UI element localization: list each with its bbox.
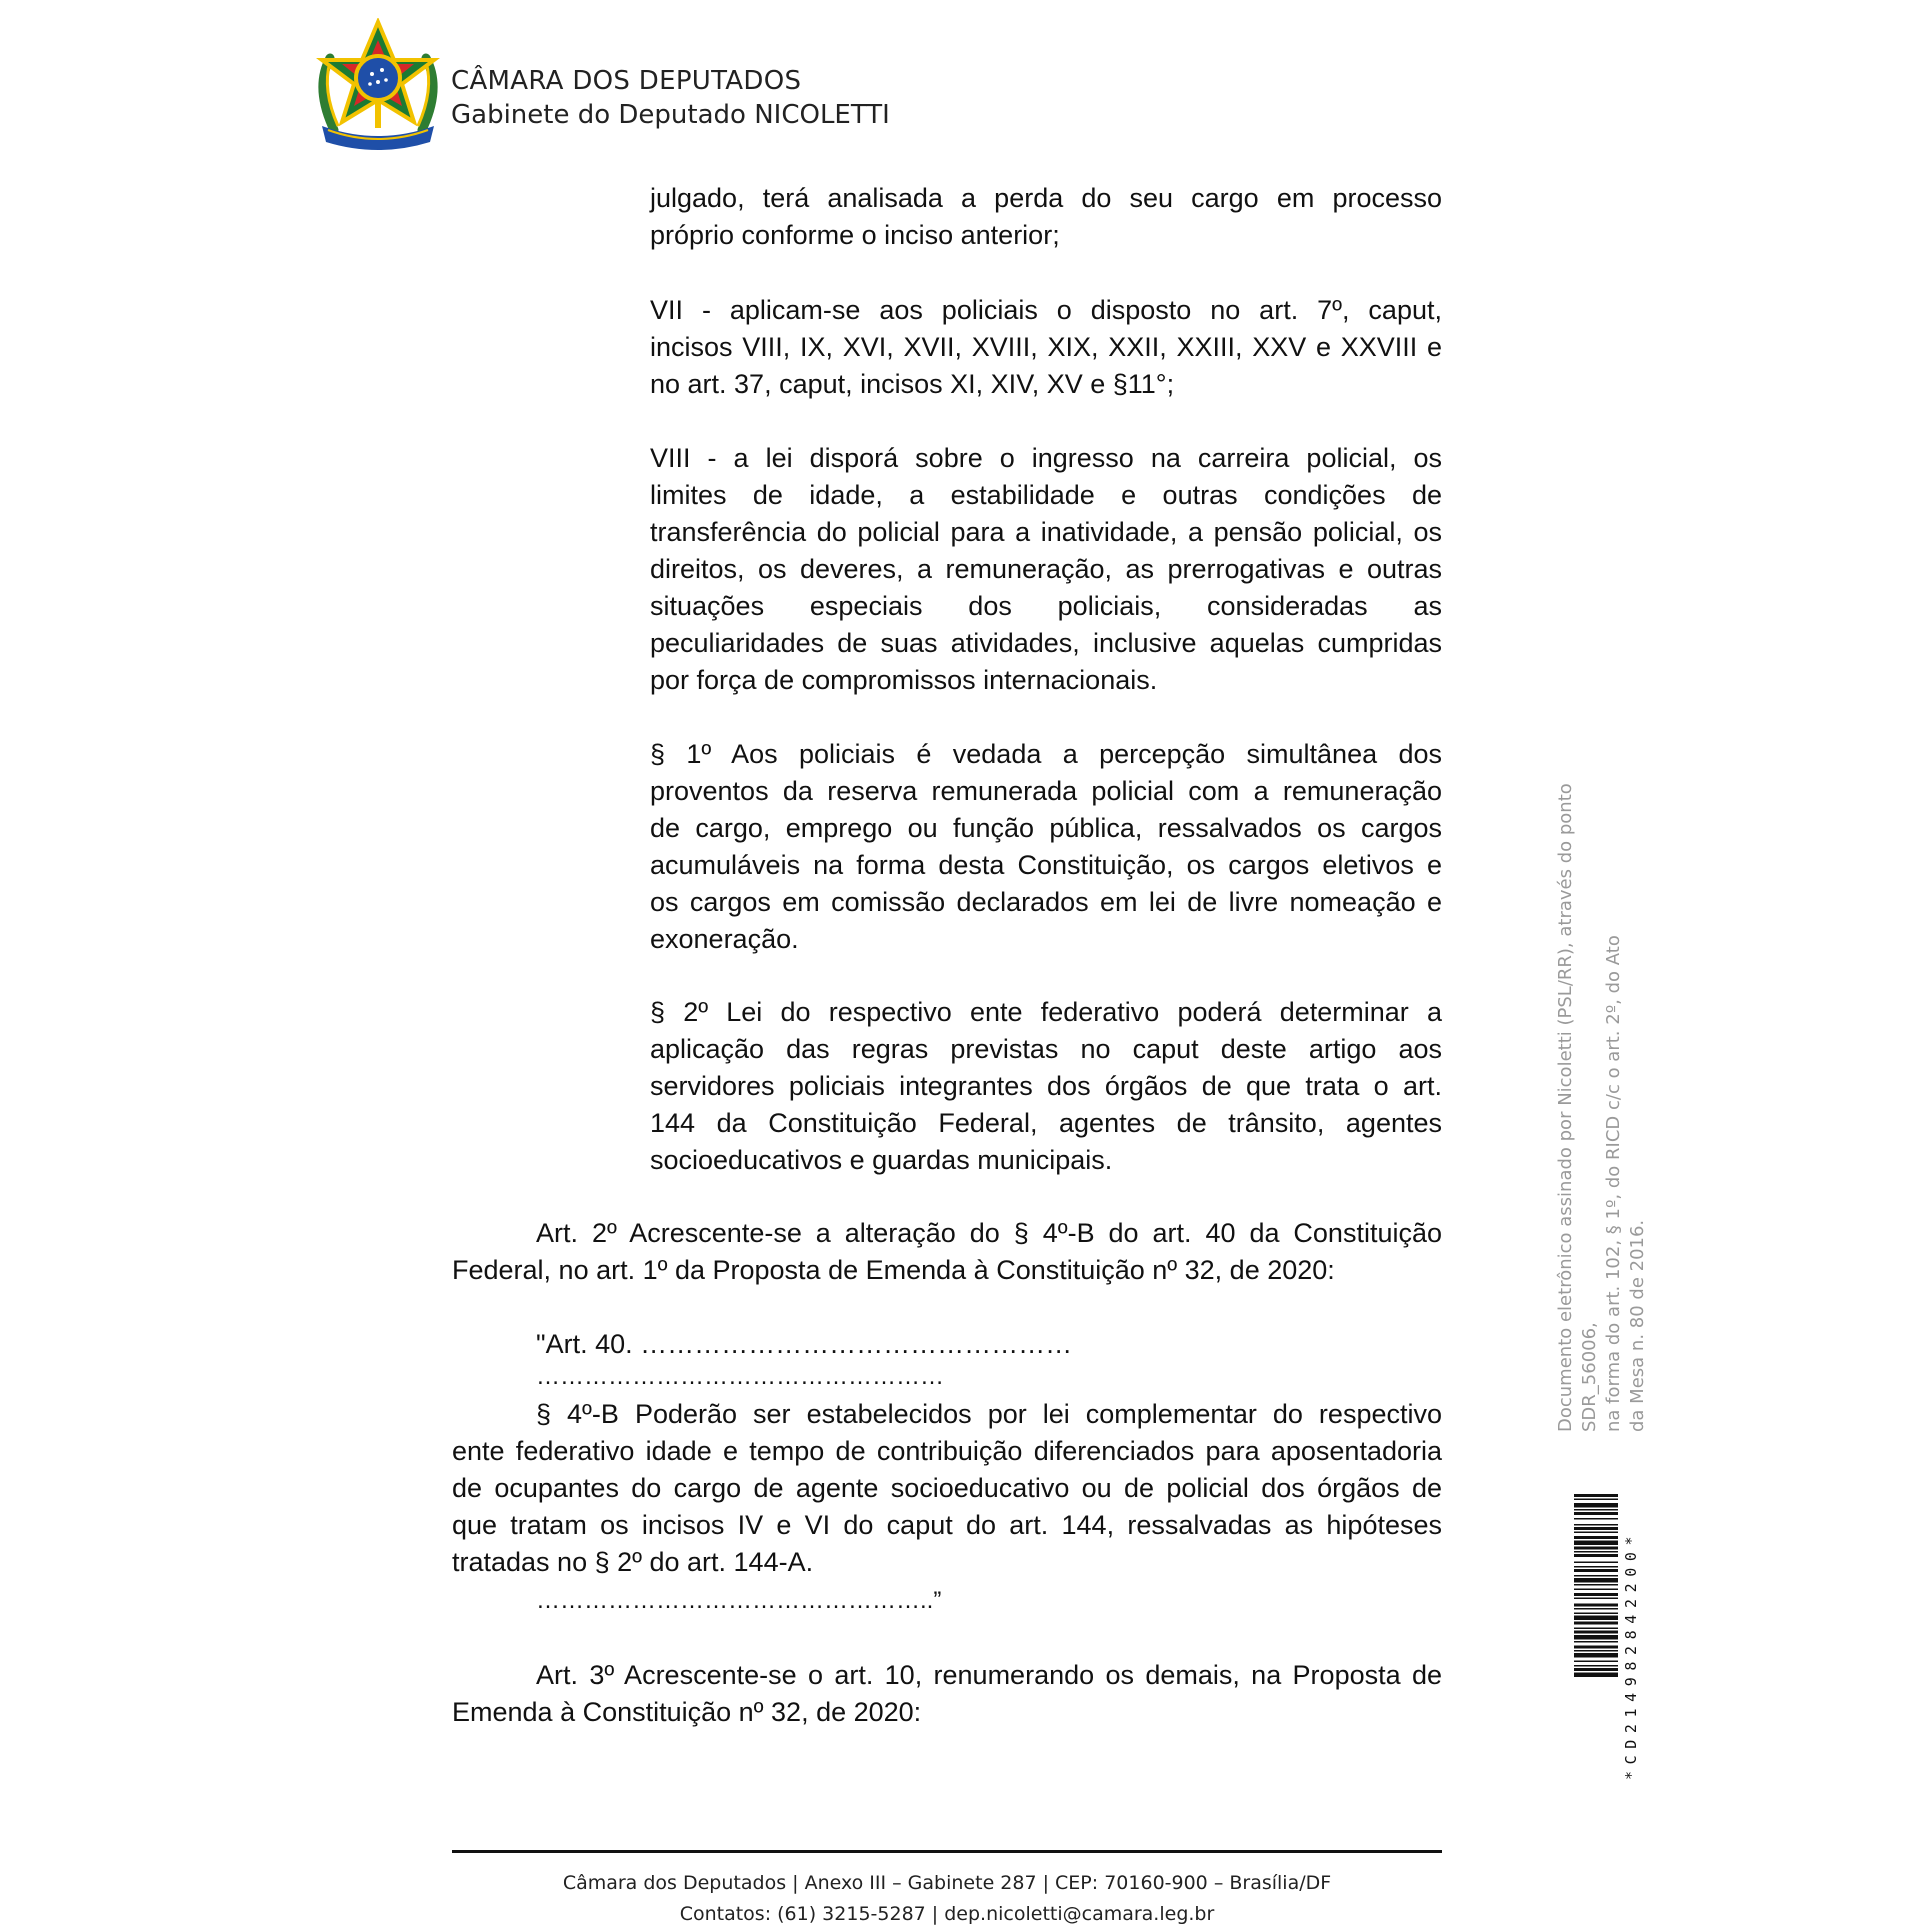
text-line: julgado, terá analisada a perda do seu cargo em processo [650, 183, 1442, 213]
text-line: no art. 37, caput, incisos XI, XIV, XV e §11°; [650, 369, 1175, 399]
text-line: "Art. 40. ………………………………………… [536, 1329, 1073, 1359]
footer-address: Câmara dos Deputados | Anexo III – Gabinete 287 | CEP: 70160-900 – Brasília/DF [562, 1872, 1332, 1894]
barcode-bar [1574, 1631, 1618, 1634]
barcode-bar [1574, 1665, 1618, 1667]
text-line: …………………………………………..” [536, 1587, 942, 1614]
text-line: de cargo, emprego ou função pública, ressalvados os cargos [650, 813, 1442, 843]
text-line: exoneração. [650, 924, 799, 954]
text-line: Federal, no art. 1º da Proposta de Emenda à Constituição nº 32, de 2020: [452, 1255, 1335, 1285]
text-line: VIII - a lei disporá sobre o ingresso na carreira policial, os [650, 443, 1442, 473]
barcode-bar [1574, 1593, 1618, 1596]
barcode-bar [1574, 1541, 1618, 1546]
barcode-bar [1574, 1524, 1618, 1526]
text-line: incisos VIII, IX, XVI, XVII, XVIII, XIX, XXII, XXIII, XXV e XXVIII e [650, 332, 1442, 362]
text-line: Art. 2º Acrescente-se a alteração do § 4º-B do art. 40 da Constituição [536, 1218, 1442, 1248]
barcode-bar [1574, 1650, 1618, 1652]
barcode-bar [1574, 1509, 1618, 1511]
text-line: limites de idade, a estabilidade e outras condições de [650, 480, 1442, 510]
barcode-bar [1574, 1598, 1618, 1600]
barcode-bar [1574, 1673, 1618, 1678]
text-line: acumuláveis na forma desta Constituição, os cargos eletivos e [650, 850, 1442, 880]
text-line: aplicação das regras previstas no caput deste artigo aos [650, 1034, 1442, 1064]
text-line: peculiaridades de suas atividades, inclusive aquelas cumpridas [650, 628, 1442, 658]
barcode-bar [1574, 1518, 1618, 1520]
paragraph-inciso-vii [650, 292, 1442, 403]
barcode-text: *CD214982842200* [1622, 1529, 1640, 1780]
barcode-bar [1574, 1499, 1618, 1501]
text-line: socioeducativos e guardas municipais. [650, 1145, 1113, 1175]
text-line: Art. 3º Acrescente-se o art. 10, renumerando os demais, na Proposta de [536, 1660, 1442, 1690]
paragraph-section-2 [650, 994, 1442, 1179]
text-line: por força de compromissos internacionais. [650, 665, 1158, 695]
barcode-bar [1574, 1628, 1618, 1630]
text-line: VII - aplicam-se aos policiais o disposto no art. 7º, caput, [650, 295, 1442, 325]
barcode-bar [1574, 1622, 1618, 1625]
text-line: § 4º-B Poderão ser estabelecidos por lei complementar do respectivo [536, 1399, 1442, 1429]
text-line: § 1º Aos policiais é vedada a percepção simultânea dos [650, 739, 1442, 769]
barcode-bar [1574, 1616, 1618, 1621]
paragraph-section-1 [650, 736, 1442, 958]
text-line: transferência do policial para a inatividade, a pensão policial, os [650, 517, 1442, 547]
barcode-bar [1574, 1569, 1618, 1572]
barcode-bar [1574, 1613, 1618, 1615]
paragraph-section-4b [452, 1396, 1442, 1581]
barcode-bar [1574, 1566, 1618, 1568]
paragraph-julgado [650, 180, 1442, 254]
barcode-bar [1574, 1578, 1618, 1583]
text-line: que tratam os incisos IV e VI do caput do art. 144, ressalvadas as hipóteses [452, 1510, 1442, 1540]
article-3 [452, 1657, 1442, 1731]
header-title: CÂMARA DOS DEPUTADOS [451, 66, 802, 96]
text-line: próprio conforme o inciso anterior; [650, 220, 1060, 250]
barcode-bar [1574, 1503, 1618, 1508]
barcode-bar [1574, 1604, 1618, 1607]
footer-contacts: Contatos: (61) 3215-5287 | dep.nicoletti@camara.leg.br [679, 1903, 1215, 1925]
text-line: os cargos em comissão declarados em lei de livre nomeação e [650, 887, 1442, 917]
barcode-bar [1574, 1494, 1618, 1497]
header-text-block [451, 64, 890, 132]
coat-of-arms-icon [308, 18, 448, 158]
barcode-bar [1574, 1635, 1618, 1640]
side-note-line: da Mesa n. 80 de 2016. [1627, 1219, 1648, 1432]
text-line: proventos da reserva remunerada policial com a remuneração [650, 776, 1442, 806]
barcode-bar [1574, 1584, 1618, 1586]
quote-end [452, 1582, 1442, 1619]
header-subtitle: Gabinete do Deputado NICOLETTI [451, 100, 890, 130]
text-line: ente federativo idade e tempo de contribuição diferenciados para aposentadoria [452, 1436, 1442, 1466]
barcode-bar [1574, 1575, 1618, 1577]
barcode-bar [1574, 1641, 1618, 1643]
document-header [308, 18, 1008, 158]
barcode-icon [1574, 1494, 1618, 1784]
text-line: situações especiais dos policiais, consideradas as [650, 591, 1442, 621]
text-line: § 2º Lei do respectivo ente federativo poderá determinar a [650, 997, 1442, 1027]
electronic-signature-note [1554, 712, 1650, 1432]
barcode-bar [1574, 1536, 1618, 1539]
barcode-bar [1574, 1554, 1618, 1557]
barcode-bar [1574, 1551, 1618, 1553]
article-2 [452, 1215, 1442, 1289]
footer-divider [452, 1850, 1442, 1853]
paragraph-inciso-viii [650, 440, 1442, 699]
text-line: …………………………………………… [536, 1363, 944, 1390]
text-line: de ocupantes do cargo de agente socioeducativo ou de policial dos órgãos de [452, 1473, 1442, 1503]
barcode-bar [1574, 1562, 1618, 1564]
barcode-bar [1574, 1547, 1618, 1550]
barcode-bar [1574, 1668, 1618, 1671]
text-line: tratadas no § 2º do art. 144-A. [452, 1547, 814, 1577]
barcode-bar [1574, 1512, 1618, 1515]
text-line: 144 da Constituição Federal, agentes de trânsito, agentes [650, 1108, 1442, 1138]
barcode-bar [1574, 1527, 1618, 1530]
barcode-bar [1574, 1608, 1618, 1610]
barcode-bar [1574, 1653, 1618, 1658]
barcode-bar [1574, 1589, 1618, 1591]
barcode-bar [1574, 1646, 1618, 1649]
text-line: Emenda à Constituição nº 32, de 2020: [452, 1697, 922, 1727]
barcode-bar [1574, 1532, 1618, 1534]
text-line: servidores policiais integrantes dos órgãos de que trata o art. [650, 1071, 1442, 1101]
side-note-line: na forma do art. 102, § 1º, do RICD c/c o art. 2º, do Ato [1603, 935, 1624, 1432]
barcode-bar [1574, 1661, 1618, 1663]
side-note-line: Documento eletrônico assinado por Nicoletti (PSL/RR), através do ponto SDR_56006, [1555, 783, 1600, 1432]
text-line: direitos, os deveres, a remuneração, as prerrogativas e outras [650, 554, 1442, 584]
quote-dots [452, 1358, 1442, 1395]
